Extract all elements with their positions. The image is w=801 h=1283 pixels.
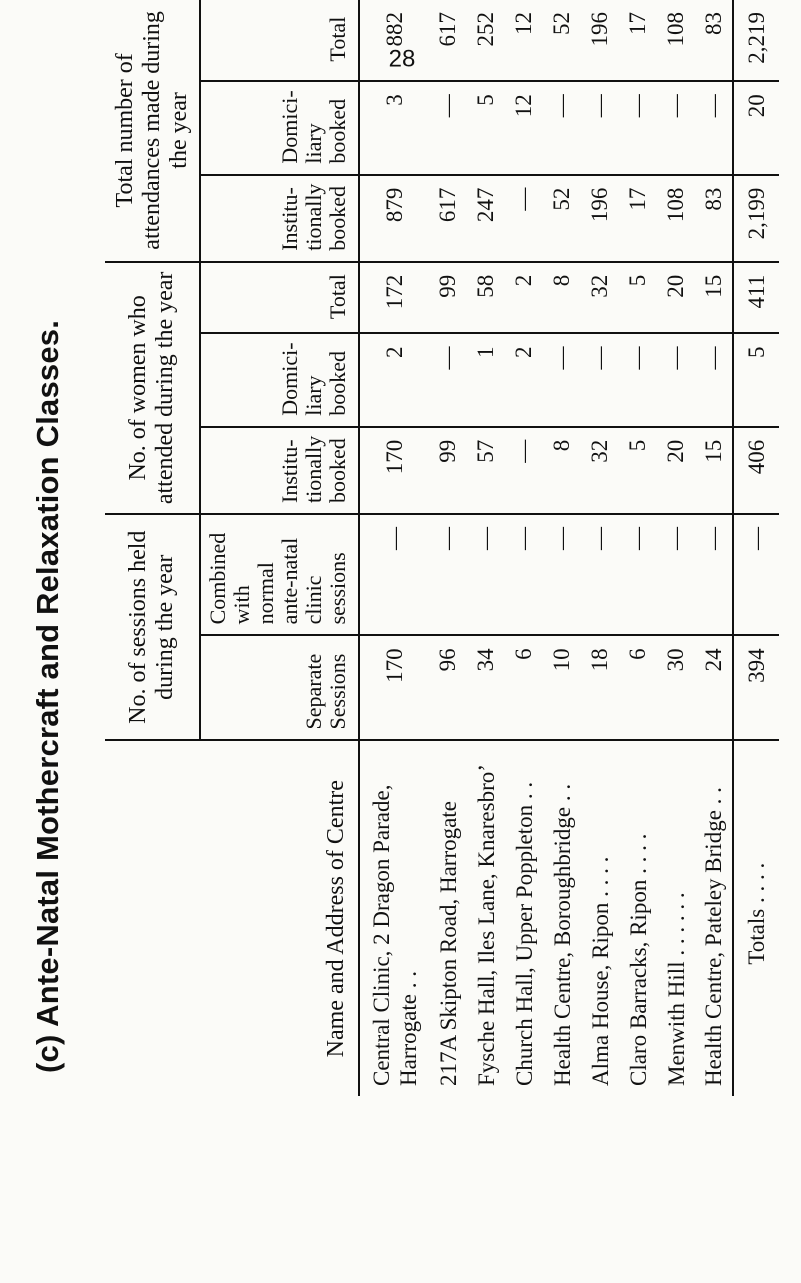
attendances-total: 17 — [619, 0, 657, 81]
table-row — [359, 0, 429, 1096]
attendances-institutionally: 83 — [695, 175, 733, 262]
table-row — [543, 0, 581, 1096]
women-institutionally-header: Institu-tionally booked — [200, 427, 359, 514]
attendances-institutionally-total: 2,199 — [733, 175, 779, 262]
centre-name: Church Hall, Upper Poppleton . . — [505, 740, 543, 1096]
centre-name: Central Clinic, 2 Dragon Parade, Harrogate . . — [359, 740, 429, 1096]
separate-sessions: 34 — [467, 635, 505, 740]
attendances-domiciliary: 3 — [359, 81, 429, 174]
attendances-domiciliary: 5 — [467, 81, 505, 174]
separate-sessions: 96 — [429, 635, 467, 740]
women-total: 15 — [695, 262, 733, 334]
women-domiciliary: — — [695, 333, 733, 426]
women-domiciliary-total: 5 — [733, 333, 779, 426]
women-institutionally: — — [505, 427, 543, 514]
centre-name: Menwith Hill . . . . . . — [657, 740, 695, 1096]
attendances-domiciliary-header: Domici-liary booked — [200, 81, 359, 174]
table-row — [657, 0, 695, 1096]
centre-name: Alma House, Ripon . . . . — [581, 740, 619, 1096]
totals-row — [733, 0, 779, 1096]
women-domiciliary: — — [429, 333, 467, 426]
combined-sessions-total: — — [733, 514, 779, 635]
page-number: 28 — [388, 45, 416, 73]
women-domiciliary: 1 — [467, 333, 505, 426]
women-institutionally: 5 — [619, 427, 657, 514]
centre-name: Claro Barracks, Ripon . . . . — [619, 740, 657, 1096]
women-domiciliary: — — [581, 333, 619, 426]
women-institutionally: 20 — [657, 427, 695, 514]
attendances-total-header: Total — [200, 0, 359, 81]
women-domiciliary: 2 — [505, 333, 543, 426]
combined-sessions: — — [581, 514, 619, 635]
women-domiciliary: — — [543, 333, 581, 426]
combined-sessions: — — [429, 514, 467, 635]
attendances-total: 12 — [505, 0, 543, 81]
combined-sessions: — — [467, 514, 505, 635]
attendances-domiciliary: — — [429, 81, 467, 174]
separate-sessions: 24 — [695, 635, 733, 740]
women-total: 8 — [543, 262, 581, 334]
women-institutionally: 32 — [581, 427, 619, 514]
attendances-total: 108 — [657, 0, 695, 81]
women-institutionally: 170 — [359, 427, 429, 514]
centre-name: 217A Skipton Road, Harrogate — [429, 740, 467, 1096]
attendances-grand-total: 2,219 — [733, 0, 779, 81]
attendances-total: 83 — [695, 0, 733, 81]
separate-sessions: 6 — [505, 635, 543, 740]
attendances-institutionally: 617 — [429, 175, 467, 262]
table-row — [581, 0, 619, 1096]
attendances-domiciliary: 12 — [505, 81, 543, 174]
combined-sessions-header: Combined with normal ante-natal clinic sessions — [200, 514, 359, 635]
women-institutionally: 8 — [543, 427, 581, 514]
attendances-group-header: Total number of attendances made during the year — [105, 0, 200, 262]
women-total: 99 — [429, 262, 467, 334]
women-total-header: Total — [200, 262, 359, 334]
totals-label: Totals . . . . — [733, 740, 779, 1096]
combined-sessions: — — [359, 514, 429, 635]
women-total: 20 — [657, 262, 695, 334]
attendances-institutionally: 247 — [467, 175, 505, 262]
table-row — [505, 0, 543, 1096]
women-institutionally: 99 — [429, 427, 467, 514]
table-row — [467, 0, 505, 1096]
women-domiciliary: — — [657, 333, 695, 426]
women-total: 172 — [359, 262, 429, 334]
table-row — [619, 0, 657, 1096]
separate-sessions: 18 — [581, 635, 619, 740]
attendances-institutionally: 17 — [619, 175, 657, 262]
combined-sessions: — — [657, 514, 695, 635]
women-domiciliary: — — [619, 333, 657, 426]
women-grand-total: 411 — [733, 262, 779, 334]
name-column-header: Name and Address of Centre — [105, 740, 359, 1096]
classes-table — [105, 0, 779, 1096]
centre-name: Health Centre, Pateley Bridge . . — [695, 740, 733, 1096]
sessions-group-header: No. of sessions held during the year — [105, 514, 200, 740]
table-row — [695, 0, 733, 1096]
women-institutionally: 57 — [467, 427, 505, 514]
attendances-institutionally: 108 — [657, 175, 695, 262]
combined-sessions: — — [505, 514, 543, 635]
attendances-total: 882 — [359, 0, 429, 81]
separate-sessions-total: 394 — [733, 635, 779, 740]
attendances-domiciliary: — — [657, 81, 695, 174]
attendances-total: 252 — [467, 0, 505, 81]
attendances-total: 196 — [581, 0, 619, 81]
attendances-domiciliary: — — [695, 81, 733, 174]
attendances-domiciliary: — — [581, 81, 619, 174]
page-heading: (c) Ante-Natal Mothercraft and Relaxation Classes. — [30, 319, 65, 1073]
attendances-institutionally: 879 — [359, 175, 429, 262]
attendances-institutionally: 52 — [543, 175, 581, 262]
table-row — [429, 0, 467, 1096]
women-institutionally-total: 406 — [733, 427, 779, 514]
attendances-institutionally-header: Institu-tionally booked — [200, 175, 359, 262]
attendances-total: 617 — [429, 0, 467, 81]
separate-sessions: 170 — [359, 635, 429, 740]
attendances-total: 52 — [543, 0, 581, 81]
separate-sessions-header: Separate Sessions — [200, 635, 359, 740]
separate-sessions: 10 — [543, 635, 581, 740]
women-domiciliary: 2 — [359, 333, 429, 426]
combined-sessions: — — [619, 514, 657, 635]
women-total: 58 — [467, 262, 505, 334]
attendances-domiciliary-total: 20 — [733, 81, 779, 174]
women-group-header: No. of women who attended during the year — [105, 262, 200, 514]
women-total: 32 — [581, 262, 619, 334]
women-institutionally: 15 — [695, 427, 733, 514]
attendances-institutionally: — — [505, 175, 543, 262]
centre-name: Health Centre, Boroughbridge . . — [543, 740, 581, 1096]
separate-sessions: 30 — [657, 635, 695, 740]
attendances-domiciliary: — — [619, 81, 657, 174]
women-total: 5 — [619, 262, 657, 334]
separate-sessions: 6 — [619, 635, 657, 740]
centre-name: Fysche Hall, Iles Lane, Knaresbro’ — [467, 740, 505, 1096]
women-total: 2 — [505, 262, 543, 334]
combined-sessions: — — [543, 514, 581, 635]
attendances-institutionally: 196 — [581, 175, 619, 262]
attendances-domiciliary: — — [543, 81, 581, 174]
combined-sessions: — — [695, 514, 733, 635]
women-domiciliary-header: Domici-liary booked — [200, 333, 359, 426]
